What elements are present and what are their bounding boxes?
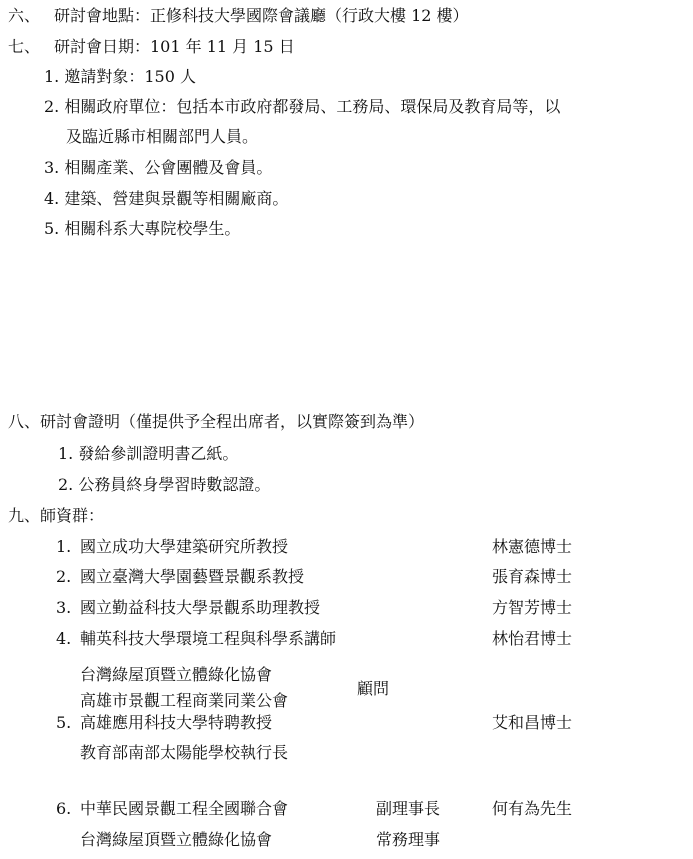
section-7-date: 研討會日期：101 年 11 月 15 日	[54, 37, 295, 56]
speaker-6-org-2: 台灣綠屋頂暨立體綠化協會	[80, 830, 273, 849]
speaker-4-title: 輔英科技大學環境工程與科學系講師	[80, 629, 337, 648]
speaker-6-org-1: 中華民國景觀工程全國聯合會	[80, 799, 289, 818]
speaker-5-name: 艾和昌博士	[492, 713, 573, 732]
section-7-number: 七、	[8, 37, 41, 56]
speaker-6-role-1: 副理事長	[376, 799, 441, 818]
section-7-item-3: 3. 相關產業、公會團體及會員。	[44, 158, 273, 177]
speaker-4-name: 林怡君博士	[492, 629, 573, 648]
section-7-item-1: 1. 邀請對象：150 人	[44, 67, 196, 86]
speaker-1-name: 林憲德博士	[492, 537, 573, 556]
speaker-3-number: 3.	[56, 598, 72, 617]
speaker-5-org-3: 教育部南部太陽能學校執行長	[80, 743, 289, 762]
speaker-5-org-2: 高雄市景觀工程商業同業公會	[80, 691, 289, 710]
speaker-1-number: 1.	[56, 537, 72, 556]
speaker-5-number: 5.	[56, 713, 72, 732]
speaker-4-number: 4.	[56, 629, 72, 648]
section-6-venue: 研討會地點：正修科技大學國際會議廳（行政大樓 12 樓）	[54, 6, 469, 25]
speaker-2-title: 國立臺灣大學園藝暨景觀系教授	[80, 567, 305, 586]
speaker-6-number: 6.	[56, 799, 72, 818]
speaker-3-title: 國立勤益科技大學景觀系助理教授	[80, 598, 321, 617]
speaker-2-number: 2.	[56, 567, 72, 586]
speaker-5-role: 顧問	[357, 679, 390, 698]
speaker-5-title: 高雄應用科技大學特聘教授	[80, 713, 273, 732]
speaker-6-name: 何有為先生	[492, 799, 573, 818]
section-7-item-5: 5. 相關科系大專院校學生。	[44, 219, 241, 238]
speaker-2-name: 張育森博士	[492, 567, 573, 586]
section-6-number: 六、	[8, 6, 41, 25]
section-7-item-4: 4. 建築、營建與景觀等相關廠商。	[44, 189, 289, 208]
speaker-3-name: 方智芳博士	[492, 598, 573, 617]
section-9-title: 九、師資群：	[8, 506, 105, 525]
speaker-6-role-2: 常務理事	[376, 830, 441, 849]
section-7-item-2-cont: 及臨近縣市相關部門人員。	[66, 127, 259, 146]
section-8-item-1: 1. 發給參訓證明書乙紙。	[58, 444, 239, 463]
speaker-5-org-1: 台灣綠屋頂暨立體綠化協會	[80, 665, 273, 684]
section-8-title: 八、研討會證明（僅提供予全程出席者，以實際簽到為準）	[8, 412, 425, 431]
section-7-item-2: 2. 相關政府單位：包括本市政府都發局、工務局、環保局及教育局等，以	[44, 97, 561, 116]
speaker-1-title: 國立成功大學建築研究所教授	[80, 537, 289, 556]
section-8-item-2: 2. 公務員終身學習時數認證。	[58, 475, 271, 494]
